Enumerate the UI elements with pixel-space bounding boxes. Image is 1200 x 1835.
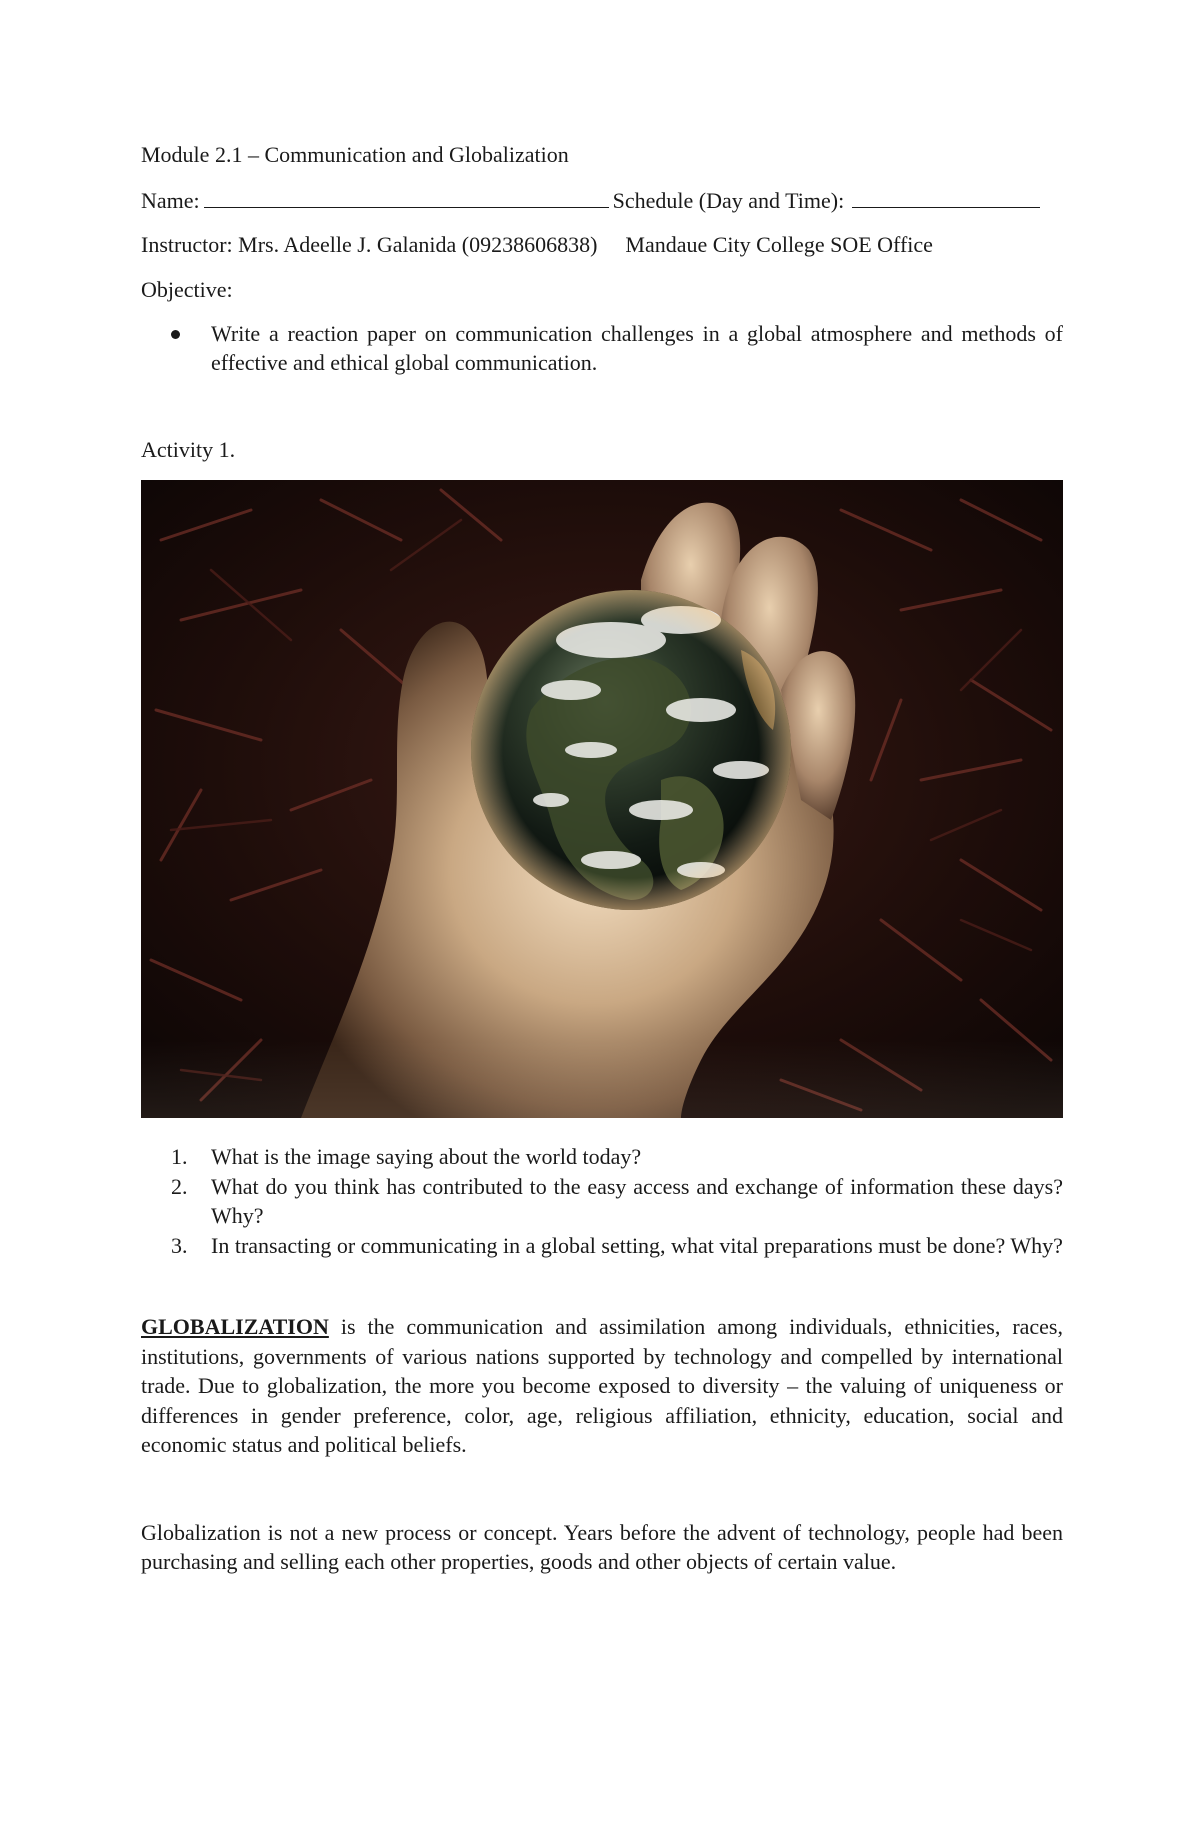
objective-label: Objective: [141,277,233,302]
question-text: In transacting or communicating in a global setting, what vital preparations must be done? Why? [211,1233,1063,1258]
question-number: 2. [171,1174,188,1199]
instructor-line [141,230,1063,260]
question-number: 3. [171,1233,188,1258]
name-schedule-line [141,185,1063,215]
globalization-history-paragraph: Globalization is not a new process or concept. Years before the advent of technology, people had been purchasing and selling each other properties, goods and other objects of certain value. [141,1519,1063,1574]
hand-holding-earth-image [141,480,1063,1118]
question-item [171,1142,1063,1171]
question-item [171,1231,1063,1260]
schedule-label: Schedule (Day and Time): [612,188,845,213]
name-label: Name: [141,188,200,213]
question-text: What is the image saying about the world today? [211,1144,642,1169]
question-item [171,1172,1063,1230]
question-number: 1. [171,1144,188,1169]
globalization-definition-paragraph [141,1312,1063,1460]
globalization-definition: is the communication and assimilation among individuals, ethnicities, races, institutions, governments of various nations supported by technology and compelled by international trade. Due to globalization, the more you become exposed to diversity – the valuing of uniqueness or differences in gender preference, color, age, religious affiliation, ethnicity, education, social and economic status and political beliefs. [141,1314,1063,1457]
schedule-blank [852,185,1040,208]
objective-item [211,319,1063,377]
objective-item-text: Write a reaction paper on communication challenges in a global atmosphere and methods of effective and ethical global communication. [211,321,1063,375]
bullet-icon [171,330,180,339]
module-title: Module 2.1 – Communication and Globalization [141,142,569,167]
document-page [141,140,1063,1577]
activity-label: Activity 1. [141,437,236,462]
question-text: What do you think has contributed to the easy access and exchange of information these days? Why? [211,1174,1063,1228]
objective-list [141,319,1063,377]
instructor-text: Instructor: Mrs. Adeelle J. Galanida (09238606838) [141,232,598,257]
earth-globe [471,590,791,910]
globalization-term: GLOBALIZATION [141,1314,329,1339]
question-list [141,1142,1063,1260]
name-blank [204,185,609,208]
school-text: Mandaue City College SOE Office [625,232,933,257]
